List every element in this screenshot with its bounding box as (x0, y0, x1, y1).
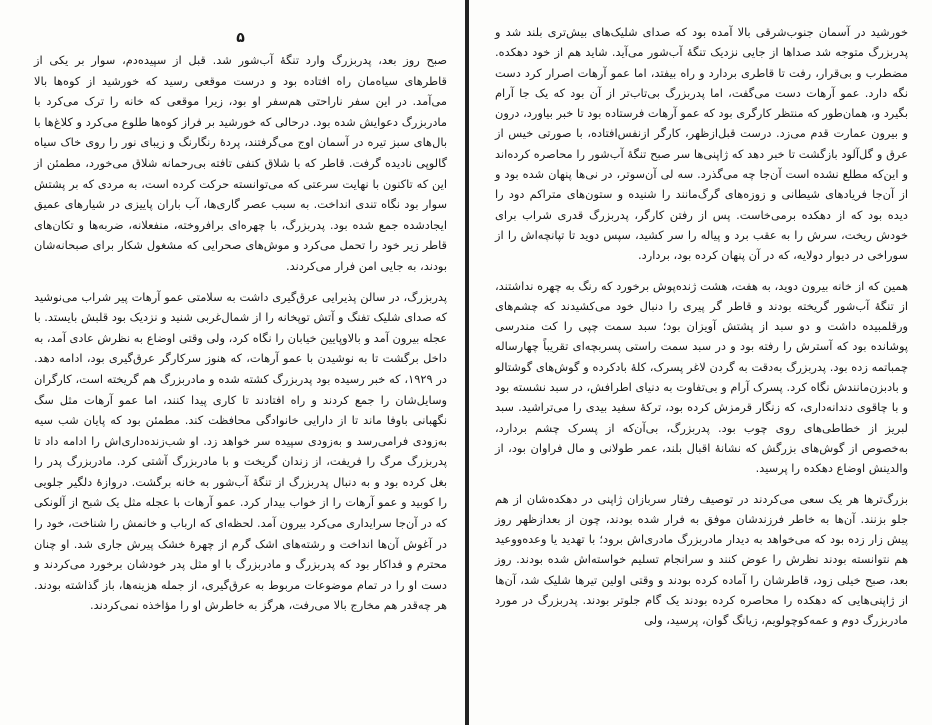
left-paragraph-1: صبح روز بعد، پدربزرگ وارد تنگهٔ آب‌شور شد. قبل از سپیده‌دم، سوار بر یکی از قاطرهای سیاه‌مان راه افتاده بود و درست موقعی رسید که خورشید از کوه‌ها بالا می‌آمد. در این سفر ناراحتی هم‌سفر او بود، زیرا موقعی که خانه را ترک می‌کرد با مادربزرگ دعوایش شده بود. درحالی که خورشید بر فراز کوه‌ها طلوع می‌کرد و کلاغ‌ها با بال‌های سبز تیره در آسمان اوج می‌گرفتند، پردهٔ رنگارنگ و زیبای نور را روی خاک سیاه گالوپی نادیده گرفت. قاطر که با شلاق کنفی تافته بی‌رحمانه شلاق می‌خورد، مطمئن از این که تاکنون با نهایت سرعتی که می‌توانسته حرکت کرده است، به مردی که بر پشتش سوار بود نگاه تندی انداخت. به سبب عصر گاری‌ها، آب باران پاییزی در شیارهای عمیق ایجادشده جمع شده بود. پدربزرگ، با چهره‌ای برافروخته، منفعلانه، ضربه‌ها و تکان‌های قاطر زیر خود را تحمل می‌کرد و موش‌های صحرایی که مشغول شکار برای صبحانه‌شان بودند، به جایی امن فرار می‌کردند. (34, 53, 447, 273)
page-number: ۵ (236, 30, 245, 46)
right-paragraph-2: همین که از خانه بیرون دوید، به هفت، هشت ژنده‌پوش برخورد که رنگ به چهره نداشتند، از تنگهٔ آب‌شور گریخته بودند و قاطر گر پیری را دنبال خود می‌کشیدند که چشم‌های ورقلمبیده داشت و دو سبد از پشتش آویزان بود؛ سبد سمت چپی را کت مندرسی پوشانده بود که آسترش را رفته بود و در سبد سمت راستی پسربچه‌ای تقریباً چهارساله چمباتمه زده بود. پدربزرگ به‌دقت به گردن لاغر پسرک، کلهٔ بادکرده و گوش‌های گوشتالو و بادبزن‌مانندش نگاه کرد. پسرک آرام و بی‌تفاوت به دنیای اطرافش، در سبد نشسته بود و با چاقوی دندانه‌داری، که زنگار قرمزش کرده بود، ترکهٔ سفید بیدی را می‌تراشید. سبد لبریز از خطاطی‌های روی چوب بود. پدربزرگ، بی‌آن‌که از پسرک چشم بردارد، به‌خصوص از گوش‌های بزرگش که نشانهٔ اقبال بلند، عمر طولانی و مال فراوان بود، از والدینش اوضاع دهکده را پرسید. (495, 278, 908, 476)
left-page (0, 0, 465, 725)
left-paragraph-2: پدربزرگ، در سالن پذیرایی عرق‌گیری داشت به سلامتی عمو آرهات پیر شراب می‌نوشید که صدای شلیک تفنگ و آتش توپخانه را از شمال‌غربی شنید و نزدیک بود قلبش بایستد. با عجله بیرون آمد و بالاوپایین خیابان را نگاه کرد، ولی وقتی اوضاع به نظرش عادی آمد، به داخل برگشت تا به نوشیدن با عمو آرهات، که هنوز سرکارگر عرق‌گیری بود، ادامه دهد. در ۱۹۲۹، که خبر رسیده بود پدربزرگ کشته شده و مادربزرگ هم گریخته است، کارگران وسایل‌شان را جمع کردند و راه افتادند تا کاری پیدا کنند، اما عمو آرهات مثل سگ نگهبانی باوفا ماند تا از دارایی خانوادگی محافظت کند. مطمئن بود که پایان شب سیه به‌زودی فرامی‌رسد و به‌زودی سپیده سر خواهد زد. او شب‌زنده‌داری‌اش را ادامه داد تا پدربزرگ مرگ را فریفت، از زندان گریخت و با مادربزرگ آشتی کرد. مادربزرگ پدر را بغل کرده بود و به دنبال پدربزرگ از تنگهٔ آب‌شور به خانه برگشت. دروازهٔ دلگیر جلویی را کوبید و عمو آرهات را از خواب بیدار کرد. عمو آرهات با عجله مثل یک شبح از آلونکی که در آن‌جا سرایداری می‌کرد بیرون آمد. لحظه‌ای که ارباب و خانمش را شناخت، خود را در آغوش آن‌ها انداخت و رشته‌های اشک گرم از چهرهٔ خشک پیرش جاری شد. او چنان محترم و فداکار بود که پدربزرگ و مادربزرگ با او مثل پدر خودشان برخورد می‌کردند و دست او را در تمام موضوعات مربوط به عرق‌گیری، از جمله هزینه‌ها، باز گذاشته بودند. هر چه‌قدر هم مخارج بالا می‌رفت، هرگز به خاطرش او را مؤاخذه نمی‌کردند. (34, 289, 447, 613)
right-paragraph-1: خورشید در آسمان جنوب‌شرقی بالا آمده بود که صدای شلیک‌های بیش‌تری بلند شد و پدربزرگ متوجه شد صداها از جایی نزدیک تنگهٔ آب‌شور می‌آید. شاید هم از خود دهکده. مضطرب و بی‌قرار، رفت تا قاطری بردارد و راه بیفتد، اما عمو آرهات اصرار کرد دست نگه دارد. عمو آرهات دست می‌گفت، اما پدربزرگ بی‌تاب‌تر از آن بود که یک جا آرام بگیرد و، همان‌طور که منتظر کارگری بود که عمو آرهات فرستاده بود تا خبر بیاورد، درون و بیرون عمارت قدم می‌زد. درست قبل‌ازظهر، کارگر ازنفس‌افتاده، با صورتی خیس از عرق و گل‌آلود بازگشت تا خبر دهد که ژاپنی‌ها سر صبح تنگهٔ آب‌شور را محاصره کرده‌اند و این‌که مطلع نشده است آن‌جا چه می‌گذرد. سه لی آن‌سوتر، در نی‌ها پنهان شده بود و از آن‌جا فریادهای شیطانی و زوزه‌های گرگ‌مانند را شنیده و ستون‌های متراکم دود را دیده بود که از دهکده برمی‌خاست. پس از رفتن کارگر، پدربزرگ قدری شراب برای خودش ریخت، سرش را به عقب برد و پیاله را سر کشید، سپس دوید تا تپانچه‌اش را از سوراخی در دیوار دولایه، که در آن پنهان کرده بود، بردارد. (495, 25, 908, 263)
right-page (469, 0, 932, 725)
right-paragraph-3: بزرگ‌ترها هر یک سعی می‌کردند در توصیف رفتار سربازان ژاپنی در دهکده‌شان از هم جلو بزنند. آن‌ها به خاطر فرزندشان موفق به فرار شده بودند، چون از بعدازظهر روز پیش زار زده بود که می‌خواهد به دیدار مادربزرگ مادری‌اش برود؛ با تهدید یا وعده‌ووعید هم نتوانسته بودند نظرش را عوض کنند و سرانجام تسلیم خواسته‌اش شده بودند. روز بعد، صبح خیلی زود، قاطرشان را آماده کرده بودند و وقتی اولین تیرها شلیک شد، آن‌ها از ژاپنی‌هایی که دهکده را محاصره کرده بودند یک گام جلوتر بودند. پدربزرگ در مورد مادربزرگ دوم و عمه‌کوچولویم، زیانگ گوان، پرسید، ولی (495, 491, 908, 628)
